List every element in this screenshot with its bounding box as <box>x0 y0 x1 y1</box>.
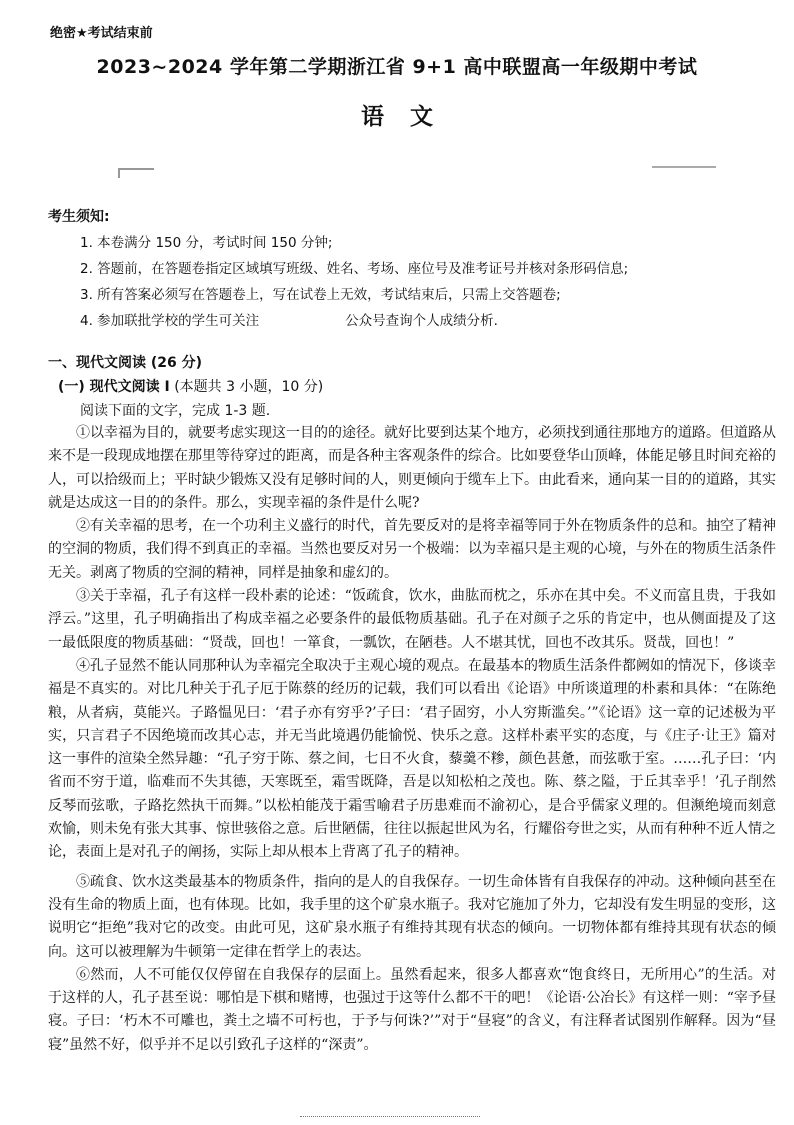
scan-smudge-mark <box>118 168 154 178</box>
notice-item: 2. 答题前，在答题卷指定区域填写班级、姓名、考场、座位号及准考证号并核对条形码信息; <box>80 261 629 277</box>
passage-paragraph: ①以幸福为目的，就要考虑实现这一目的的途径。就好比要到达某个地方，必须找到通往那地方的道路。但道路从来不是一段现成地摆在那里等待穿过的距离，而是各种主客观条件的综合。比如要登华山顶峰，体能足够且时间充裕的人，可以拾级而上；平时缺少锻炼又没有足够时间的人，则更倾向于缆车上下。由此看来，通向某一目的的道路，其实就是达成这一目的的条件。那么，实现幸福的条件是什么呢? <box>48 425 776 511</box>
secret-label: 绝密★考试结束前 <box>50 26 153 41</box>
notice-item: 1. 本卷满分 150 分，考试时间 150 分钟; <box>80 235 333 251</box>
notice-heading: 考生须知: <box>48 209 110 225</box>
section-heading: 一、现代文阅读 (26 分) <box>48 355 203 371</box>
notice-item-4-part2: 公众号查询个人成绩分析. <box>345 313 498 329</box>
reading-instruction: 阅读下面的文字，完成 1-3 题. <box>80 403 271 419</box>
exam-title: 2023~2024 学年第二学期浙江省 9+1 高中联盟高一年级期中考试 <box>96 56 698 78</box>
passage-paragraph: ④孔子显然不能认同那种认为幸福完全取决于主观心境的观点。在最基本的物质生活条件都阙如的情况下，侈谈幸福是不真实的。对比几种关于孔子厄于陈蔡的经历的记载，我们可以看出《论语》中所谈道理的朴素和具体：“在陈绝粮，从者病，莫能兴。子路愠见曰：‘君子亦有穷乎?’子曰：‘君子固穷，小人穷斯滥矣。’”《论语》这一章的记述极为平实，只言君子不因绝境而改其心志，并无当此境遇仍能愉悦、快乐之意。这样朴素平实的态度，与《庄子·让王》篇对这一事件的渲染全然异趣：“孔子穷于陈、蔡之间，七日不火食，藜羹不糁，颜色甚惫，而弦歌于室。……孔子曰：‘内省而不穷于道，临难而不失其德，天寒既至，霜雪既降，吾是以知松柏之茂也。陈、蔡之隘，于丘其幸乎！’孔子削然反琴而弦歌，子路扢然执干而舞。”以松柏能茂于霜雪喻君子历患难而不渝初心，是合乎儒家义理的。但濒绝境而刻意欢愉，则未免有张大其事、惊世骇俗之意。后世陋儒，往往以振起世风为名，行耀俗夸世之实，从而有种种不近人情之论，表面上是对孔子的阐扬，实际上却从根本上背离了孔子的精神。 <box>48 657 776 861</box>
subject-title: 语文 <box>361 104 459 130</box>
subsection-heading <box>58 376 323 396</box>
reading-passage <box>48 422 776 1057</box>
notice-item: 3. 所有答案必须写在答题卷上，写在试卷上无效，考试结束后，只需上交答题卷; <box>80 287 561 303</box>
subsection-label: (一) 现代文阅读 I <box>58 379 170 395</box>
subsection-info: (本题共 3 小题，10 分) <box>174 379 324 395</box>
notice-list <box>80 230 770 334</box>
scan-smudge-mark <box>652 156 716 168</box>
passage-paragraph: ⑥然而，人不可能仅仅停留在自我保存的层面上。虽然看起来，很多人都喜欢“饱食终日，无所用心”的生活。对于这样的人，孔子甚至说：哪怕是下棋和赌博，也强过于这等什么都不干的吧！《论语·公冶长》有这样一则：“宰予昼寝。子曰：‘朽木不可雕也，粪土之墙不可杇也，于予与何诛?’”对于“昼寝”的含义，有注释者试图别作解释。因为“昼寝”虽然不好，似乎并不足以引致孔子这样的“深责”。 <box>48 966 776 1053</box>
notice-item-4-part1: 4. 参加联批学校的学生可关注 <box>80 313 260 329</box>
passage-paragraph: ⑤疏食、饮水这类最基本的物质条件，指向的是人的自我保存。一切生命体皆有自我保存的冲动。这种倾向甚至在没有生命的物质上面，也有体现。比如，我手里的这个矿泉水瓶子。我对它施加了外力，它却没有发生明显的变形，这说明它“拒绝”我对它的改变。由此可见，这矿泉水瓶子有维持其现有状态的倾向。一切物体都有维持其现有状态的倾向。这可以被理解为牛顿第一定律在哲学上的表达。 <box>48 873 776 960</box>
passage-paragraph: ②有关幸福的思考，在一个功利主义盛行的时代，首先要反对的是将幸福等同于外在物质条件的总和。抽空了精神的空洞的物质，我们得不到真正的幸福。当然也要反对另一个极端：以为幸福只是主观的心境，与外在的物质生活条件无关。剥离了物质的空洞的精神，同样是抽象和虚幻的。 <box>48 518 776 581</box>
notice-item <box>80 308 770 334</box>
passage-paragraph: ③关于幸福，孔子有这样一段朴素的论述：“饭疏食，饮水，曲肱而枕之，乐亦在其中矣。不义而富且贵，于我如浮云。”这里，孔子明确指出了构成幸福之必要条件的最低物质基础。孔子在对颜子之乐的肯定中，也从侧面提及了这一最低限度的物质基础：“贤哉，回也！一箪食，一瓢饮，在陋巷。人不堪其忧，回也不改其乐。贤哉，回也！” <box>48 588 776 651</box>
